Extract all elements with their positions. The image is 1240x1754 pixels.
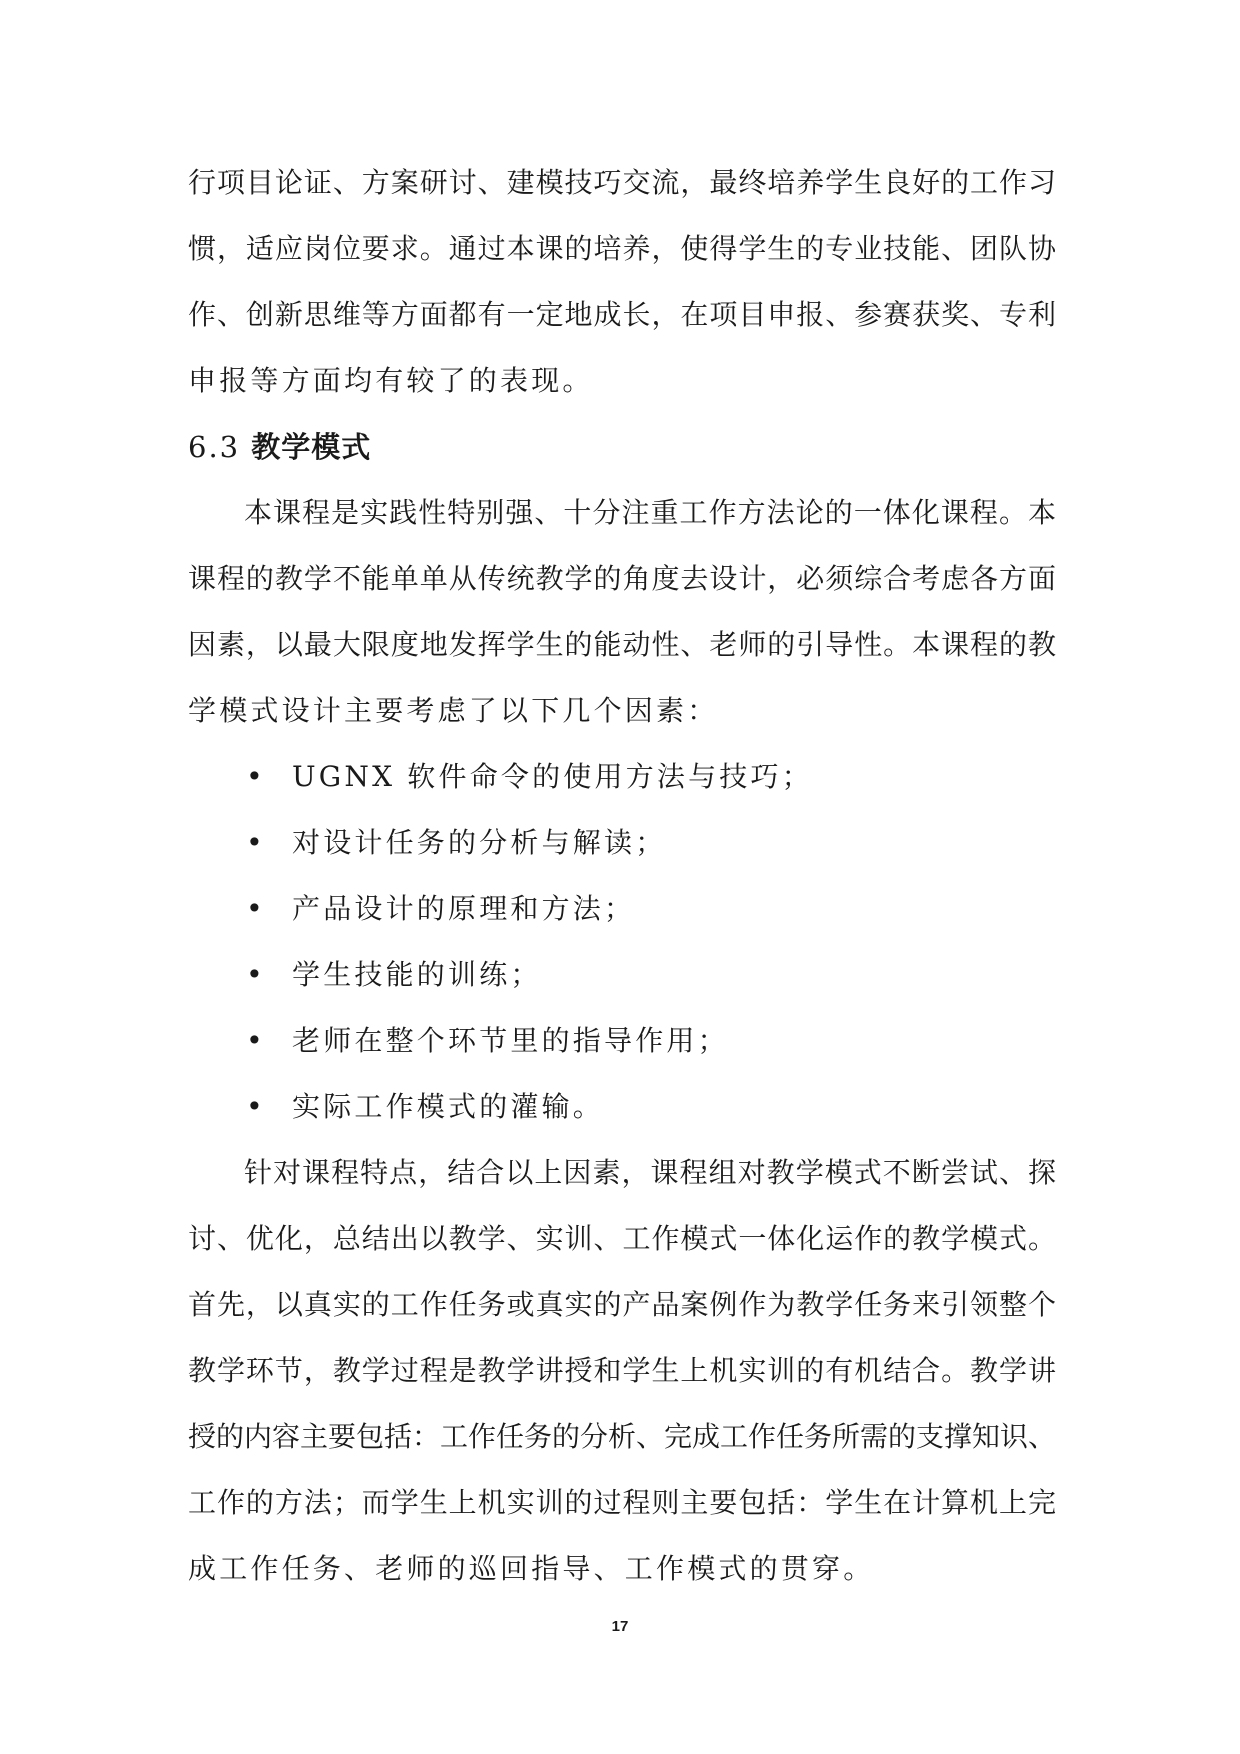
- list-item-text: 老师在整个环节里的指导作用；: [292, 1024, 729, 1057]
- list-item-text: 实际工作模式的灌输。: [292, 1090, 605, 1123]
- list-item-text: 学生技能的训练；: [292, 958, 542, 991]
- paragraph-line: 因素，以最大限度地发挥学生的能动性、老师的引导性。本课程的教: [188, 628, 1056, 661]
- paragraph-line: 首先，以真实的工作任务或真实的产品案例作为教学任务来引领整个: [188, 1288, 1056, 1321]
- paragraph-line: 工作的方法；而学生上机实训的过程则主要包括：学生在计算机上完: [188, 1486, 1056, 1519]
- list-item-text: 对设计任务的分析与解读；: [292, 826, 667, 859]
- bullet-marker: •: [246, 892, 266, 925]
- list-item: [188, 744, 1056, 810]
- bullet-marker: •: [246, 760, 266, 793]
- paragraph-line: 授的内容主要包括：工作任务的分析、完成工作任务所需的支撑知识、: [188, 1420, 1057, 1453]
- list-item: [188, 1074, 1056, 1140]
- list-item: [188, 942, 1056, 1008]
- paragraph-3: [188, 1140, 1056, 1602]
- list-item-text: 产品设计的原理和方法；: [292, 892, 636, 925]
- list-item-text: UGNX 软件命令的使用方法与技巧；: [292, 760, 813, 793]
- paragraph-line: 本课程是实践性特别强、十分注重工作方法论的一体化课程。本: [244, 496, 1056, 529]
- paragraph-line: 行项目论证、方案研讨、建模技巧交流，最终培养学生良好的工作习: [188, 166, 1056, 199]
- paragraph-line: 成工作任务、老师的巡回指导、工作模式的贯穿。: [188, 1552, 875, 1585]
- page-number: 17: [611, 1618, 629, 1635]
- paragraph-line: 课程的教学不能单单从传统教学的角度去设计，必须综合考虑各方面: [188, 562, 1056, 595]
- bullet-marker: •: [246, 1024, 266, 1057]
- bullet-marker: •: [246, 958, 266, 991]
- list-item: [188, 1008, 1056, 1074]
- paragraph-line: 作、创新思维等方面都有一定地成长，在项目申报、参赛获奖、专利: [188, 298, 1056, 331]
- paragraph-line: 学模式设计主要考虑了以下几个因素：: [188, 694, 719, 727]
- paragraph-line: 针对课程特点，结合以上因素，课程组对教学模式不断尝试、探: [244, 1156, 1056, 1189]
- bullet-marker: •: [246, 826, 266, 859]
- paragraph-line: 教学环节，教学过程是教学讲授和学生上机实训的有机结合。教学讲: [188, 1354, 1056, 1387]
- section-heading: [188, 414, 1056, 480]
- page-content: [188, 150, 1056, 1602]
- paragraph-line: 惯，适应岗位要求。通过本课的培养，使得学生的专业技能、团队协: [188, 232, 1056, 265]
- section-title: 教学模式: [251, 430, 372, 464]
- list-item: [188, 876, 1056, 942]
- paragraph-line: 申报等方面均有较了的表现。: [188, 364, 594, 397]
- section-number: 6.3: [188, 430, 241, 464]
- factor-list: [188, 744, 1056, 1140]
- list-item: [188, 810, 1056, 876]
- paragraph-1: [188, 150, 1056, 414]
- bullet-marker: •: [246, 1090, 266, 1123]
- paragraph-2: [188, 480, 1056, 744]
- paragraph-line: 讨、优化，总结出以教学、实训、工作模式一体化运作的教学模式。: [188, 1222, 1056, 1255]
